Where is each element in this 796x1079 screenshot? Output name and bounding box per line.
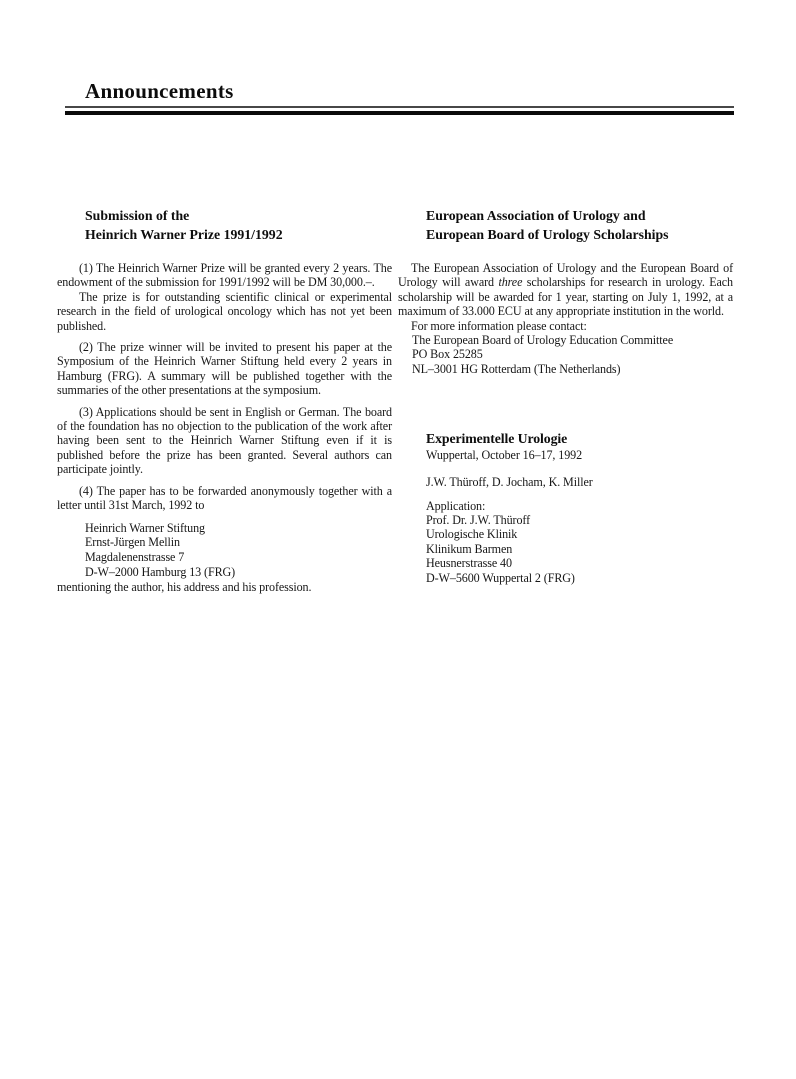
heading-line: Submission of the — [85, 208, 190, 223]
paragraph-2: (2) The prize winner will be invited to present his paper at the Symposium of the Heinrich Warner Stiftung held every 2 years in Hamburg (FRG). A summary will be published together with the summaries of the other presentations at the symposium. — [57, 340, 392, 398]
paragraph-4: (4) The paper has to be forwarded anonymously together with a letter until 31st March, 1992 to — [57, 483, 392, 513]
application-line: Urologische Klinik — [426, 527, 518, 542]
application-address-block — [426, 513, 733, 585]
header-rule-thick — [65, 111, 734, 115]
event-date: Wuppertal, October 16–17, 1992 — [426, 448, 583, 463]
address-line: Magdalenenstrasse 7 — [85, 550, 185, 565]
heading-line: European Association of Urology and — [426, 208, 646, 223]
contact-intro: For more information please contact: — [411, 318, 587, 333]
application-line: Heusnerstrasse 40 — [426, 556, 512, 571]
scholarships-text-segment: scholarships for research in urology. Each scholarship will be awarded for 1 year, starting on July 1, 1992, at a maximum of 33.000 ECU at any appropriate institution in the world. — [398, 275, 733, 319]
application-label: Application: — [426, 498, 486, 513]
contact-line: The European Board of Urology Education Committee — [412, 333, 674, 348]
paragraph-3: (3) Applications should be sent in English or German. The board of the foundation has no objection to the publication of the work after having been sent to the Heinrich Warner Stiftung even if it is published before the prize has been granted. Several authors can participate jointly. — [57, 404, 392, 477]
organizers-line: J.W. Thüroff, D. Jocham, K. Miller — [426, 475, 593, 490]
address-line: Ernst-Jürgen Mellin — [85, 535, 180, 550]
paragraph-1-continued: The prize is for outstanding scientific clinical or experimental research in the field of urological oncology which has not yet been published. — [57, 289, 392, 333]
heading-heinrich-warner-prize — [57, 206, 392, 244]
right-column — [398, 206, 733, 585]
heading-line: Heinrich Warner Prize 1991/1992 — [85, 227, 283, 242]
application-line: Klinikum Barmen — [426, 541, 513, 556]
announcement-experimentelle-urologie — [426, 429, 733, 585]
scholarships-text-segment: The European Association of Urology and the European Board of Urology will award — [398, 261, 733, 290]
heading-eau-scholarships — [398, 206, 733, 244]
address-line: D-W–2000 Hamburg 13 (FRG) — [85, 564, 236, 579]
contact-line: PO Box 25285 — [412, 347, 483, 362]
left-column — [57, 206, 392, 594]
heading-line: European Board of Urology Scholarships — [426, 227, 669, 242]
event-heading: Experimentelle Urologie — [426, 431, 568, 447]
contact-line: NL–3001 HG Rotterdam (The Netherlands) — [412, 361, 621, 376]
address-block — [85, 521, 392, 580]
header-rule-thin — [65, 106, 734, 108]
application-line: D-W–5600 Wuppertal 2 (FRG) — [426, 570, 575, 585]
closing-note: mentioning the author, his address and his profession. — [57, 579, 312, 594]
application-line: Prof. Dr. J.W. Thüroff — [426, 513, 531, 528]
address-line: Heinrich Warner Stiftung — [85, 520, 205, 535]
page-title: Announcements — [85, 79, 234, 103]
paragraph-scholarships — [398, 261, 733, 319]
paragraph-1: (1) The Heinrich Warner Prize will be granted every 2 years. The endowment of the submission for 1991/1992 will be DM 30,000.–. — [57, 261, 392, 290]
contact-block — [412, 333, 733, 376]
emphasized-word-three: three — [498, 275, 523, 290]
